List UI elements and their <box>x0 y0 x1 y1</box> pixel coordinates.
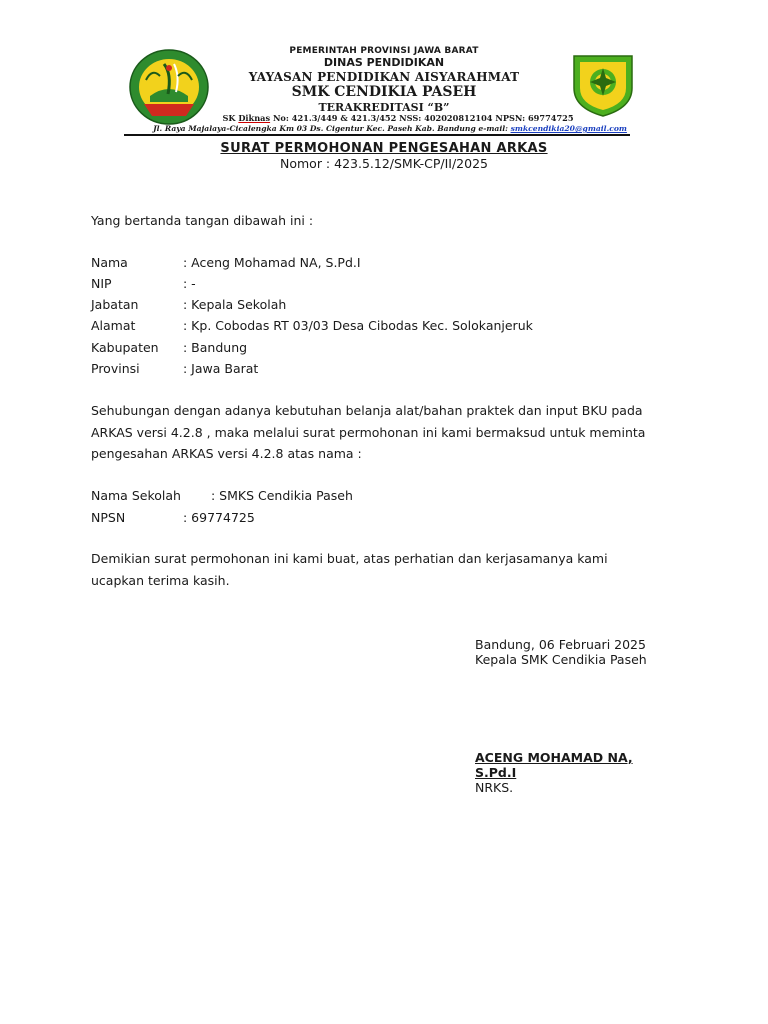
signer-position: Kepala SMK Cendikia Paseh <box>475 652 647 667</box>
letterhead-school-name: SMK CENDIKIA PASEH <box>291 84 477 100</box>
letterhead-foundation: YAYASAN PENDIDIKAN AISYARAHMAT <box>248 70 520 84</box>
identity-label: NIP <box>91 276 112 291</box>
opening-line: Yang bertanda tangan dibawah ini : <box>91 213 314 228</box>
identity-value: : Kepala Sekolah <box>183 297 287 312</box>
identity-value: : Kp. Cobodas RT 03/03 Desa Cibodas Kec. Solokanjeruk <box>183 318 533 333</box>
letterhead-divider <box>124 134 630 136</box>
letter-number: Nomor : 423.5.12/SMK-CP/II/2025 <box>280 156 488 171</box>
signer-nrks: NRKS. <box>475 780 514 795</box>
closing-line: Demikian surat permohonan ini kami buat, atas perhatian dan kerjasamanya kami <box>91 551 608 566</box>
school-label: NPSN <box>91 510 126 525</box>
identity-label: Jabatan <box>91 297 139 312</box>
school-value: : SMKS Cendikia Paseh <box>211 488 353 503</box>
letterhead-accreditation: TERAKREDITASI “B” <box>318 101 450 114</box>
identity-label: Kabupaten <box>91 340 159 355</box>
identity-value: : Bandung <box>183 340 248 355</box>
letterhead-agency: DINAS PENDIDIKAN <box>323 56 445 69</box>
identity-label: Nama <box>91 255 128 270</box>
school-value: : 69774725 <box>183 510 255 525</box>
body-line: Sehubungan dengan adanya kebutuhan belanja alat/bahan praktek dan input BKU pada <box>91 403 643 418</box>
letterhead <box>0 0 768 140</box>
identity-label: Alamat <box>91 318 136 333</box>
letterhead-registration: SK Diknas No: 421.3/449 & 421.3/452 NSS: 402020812104 NPSN: 69774725 <box>222 113 574 123</box>
identity-value: : - <box>183 276 196 291</box>
body-line: pengesahan ARKAS versi 4.2.8 atas nama : <box>91 446 362 461</box>
place-date: Bandung, 06 Februari 2025 <box>475 637 646 652</box>
signer-name-line: S.Pd.I <box>475 765 517 780</box>
signer-name <box>475 750 633 780</box>
identity-value: : Jawa Barat <box>183 361 259 376</box>
closing-line: ucapkan terima kasih. <box>91 573 230 588</box>
school-label: Nama Sekolah <box>91 488 181 503</box>
body-line: ARKAS versi 4.2.8 , maka melalui surat permohonan ini kami bermaksud untuk meminta <box>91 425 646 440</box>
letterhead-address: Jl. Raya Majalaya-Cicalengka Km 03 Ds. Cigentur Kec. Paseh Kab. Bandung e-mail: smkcendikia20@gmail.com <box>153 124 627 133</box>
signer-name-line: ACENG MOHAMAD NA, <box>475 750 633 765</box>
identity-value: : Aceng Mohamad NA, S.Pd.I <box>183 255 361 270</box>
identity-label: Provinsi <box>91 361 140 376</box>
letterhead-province: PEMERINTAH PROVINSI JAWA BARAT <box>289 46 479 56</box>
email-link[interactable]: smkcendikia20@gmail.com <box>510 124 627 133</box>
letter-title: SURAT PERMOHONAN PENGESAHAN ARKAS <box>220 141 548 156</box>
